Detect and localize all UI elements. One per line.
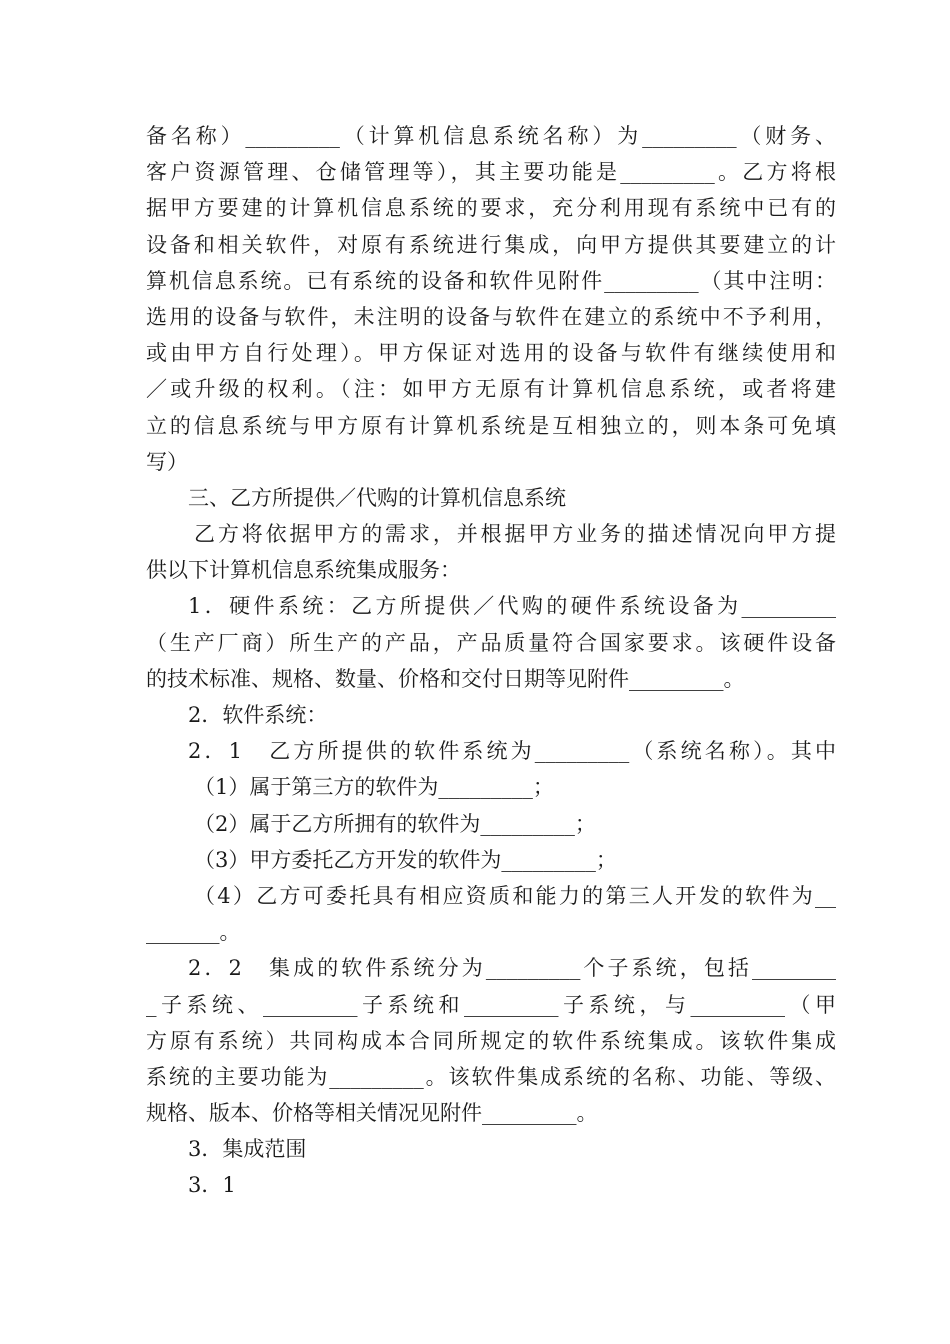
document-body <box>146 118 836 1204</box>
text-line: 1．硬件系统：乙方所提供／代购的硬件系统设备为_________ <box>188 594 836 619</box>
text-line: 乙方将依据甲方的需求，并根据甲方业务的描述情况向甲方提 <box>194 522 836 547</box>
text-line: 选用的设备与软件，未注明的设备与软件在建立的系统中不予利用， <box>146 304 836 329</box>
text-line: （3）甲方委托乙方开发的软件为_________； <box>194 847 617 872</box>
text-line: 算机信息系统。已有系统的设备和软件见附件_________（其中注明： <box>146 268 836 293</box>
text-line: 设备和相关软件，对原有系统进行集成，向甲方提供其要建立的计 <box>146 232 836 257</box>
text-line: 立的信息系统与甲方原有计算机系统是互相独立的，则本条可免填 <box>146 413 836 438</box>
text-line: _______。 <box>146 920 241 945</box>
text-line: 系统的主要功能为_________。该软件集成系统的名称、功能、等级、 <box>146 1064 836 1089</box>
text-line: 2．1 乙方所提供的软件系统为_________（系统名称）。其中 <box>188 739 836 764</box>
text-line: 方原有系统）共同构成本合同所规定的软件系统集成。该软件集成 <box>146 1028 836 1053</box>
text-line: 写） <box>146 449 188 474</box>
text-line: （生产厂商）所生产的产品，产品质量符合国家要求。该硬件设备 <box>146 630 836 655</box>
text-line: 或由甲方自行处理）。甲方保证对选用的设备与软件有继续使用和 <box>146 341 836 366</box>
section-heading: 三、乙方所提供／代购的计算机信息系统 <box>188 485 566 510</box>
text-line: _子系统、_________子系统和_________子系统，与_________（甲 <box>146 992 836 1017</box>
text-line: 据甲方要建的计算机信息系统的要求，充分利用现有系统中已有的 <box>146 196 836 221</box>
text-line: 供以下计算机信息系统集成服务： <box>146 558 461 583</box>
text-line: （4）乙方可委托具有相应资质和能力的第三人开发的软件为__ <box>194 883 836 908</box>
text-line: （1）属于第三方的软件为_________； <box>194 775 554 800</box>
text-line: 的技术标准、规格、数量、价格和交付日期等见附件_________。 <box>146 666 745 691</box>
text-line: 3．1 <box>188 1173 236 1198</box>
text-line: 规格、版本、价格等相关情况见附件_________。 <box>146 1101 598 1126</box>
text-line: 客户资源管理、仓储管理等），其主要功能是_________。乙方将根 <box>146 160 836 185</box>
text-line: 备名称）_________（计算机信息系统名称）为_________（财务、 <box>146 124 836 148</box>
text-line: 2．软件系统： <box>188 703 328 727</box>
text-line: （2）属于乙方所拥有的软件为_________； <box>194 811 596 836</box>
text-line: 2．2 集成的软件系统分为_________个子系统，包括________ <box>188 956 836 981</box>
text-line: ／或升级的权利。（注：如甲方无原有计算机信息系统，或者将建 <box>146 377 836 402</box>
section-heading: 3．集成范围 <box>188 1137 307 1162</box>
